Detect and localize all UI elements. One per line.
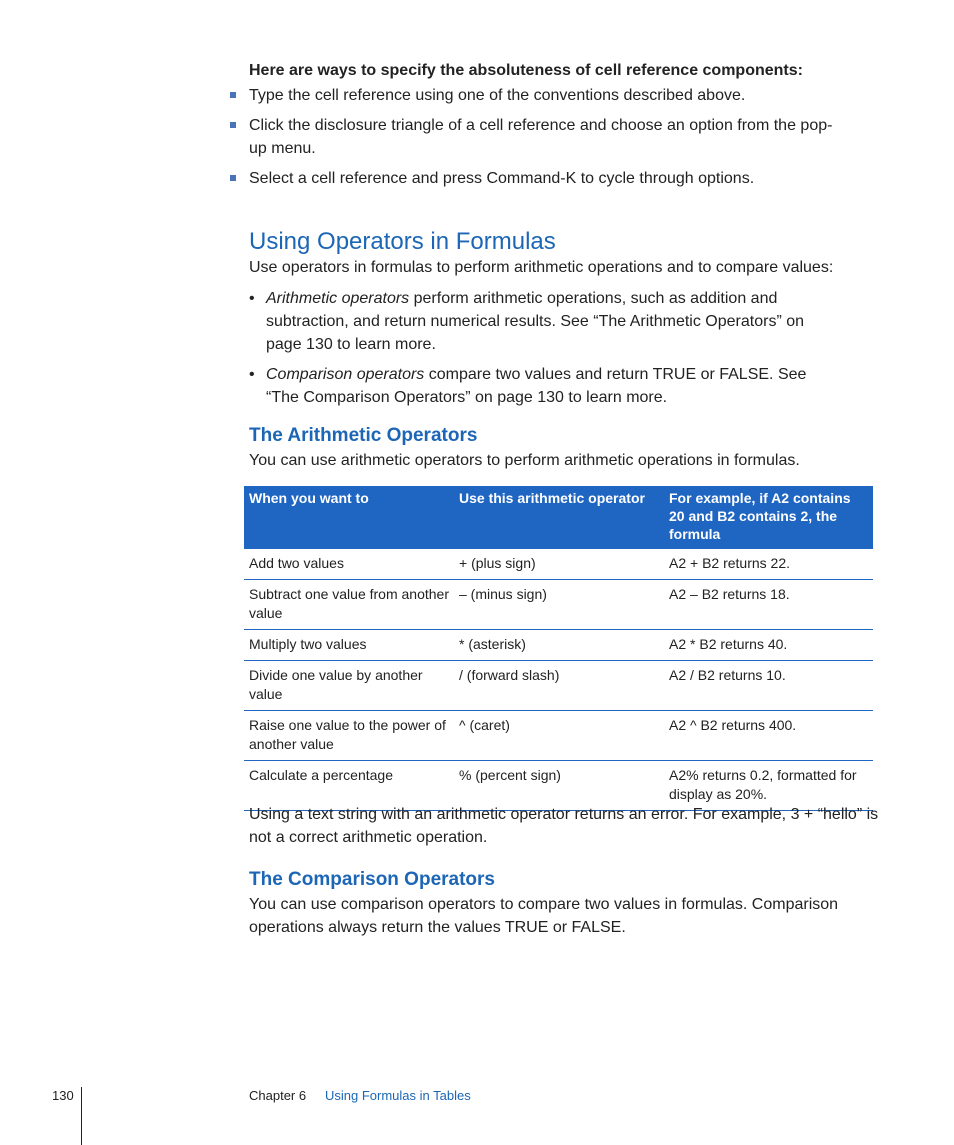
list-item-text: perform arithmetic operations, such as addition and subtraction, and return numerical results. See “The Arithmetic Operators” on page 130 to learn more. bbox=[266, 290, 805, 353]
table-cell: + (plus sign) bbox=[454, 549, 664, 580]
footer-chapter-title: Using Formulas in Tables bbox=[325, 1088, 471, 1103]
arithmetic-intro: You can use arithmetic operators to perform arithmetic operations in formulas. bbox=[249, 452, 800, 469]
bullet-dot-icon: • bbox=[249, 366, 255, 383]
table-cell: – (minus sign) bbox=[454, 580, 664, 630]
column-header: Use this arithmetic operator bbox=[454, 486, 664, 549]
page-number: 130 bbox=[52, 1088, 74, 1103]
absoluteness-lead: Here are ways to specify the absoluteness of cell reference components: bbox=[249, 62, 803, 79]
list-item bbox=[249, 114, 849, 160]
footer-chapter: Chapter 6 bbox=[249, 1088, 307, 1103]
list-item bbox=[249, 84, 849, 107]
column-header: For example, if A2 contains 20 and B2 contains 2, the formula bbox=[664, 486, 873, 549]
term: Arithmetic operators bbox=[266, 290, 410, 307]
table-row bbox=[244, 711, 873, 761]
list-item-text: Select a cell reference and press Command-K to cycle through options. bbox=[249, 170, 755, 187]
table-row bbox=[244, 549, 873, 580]
table-cell: ^ (caret) bbox=[454, 711, 664, 761]
list-item bbox=[249, 167, 849, 190]
table-cell: A2 / B2 returns 10. bbox=[664, 661, 873, 711]
footer-divider bbox=[81, 1087, 82, 1145]
table-cell: Add two values bbox=[244, 549, 454, 580]
table-cell: % (percent sign) bbox=[454, 761, 664, 811]
bullet-dot-icon: • bbox=[249, 290, 255, 307]
table-row bbox=[244, 661, 873, 711]
table-cell: A2 + B2 returns 22. bbox=[664, 549, 873, 580]
table-cell: A2 * B2 returns 40. bbox=[664, 630, 873, 661]
table-cell: Divide one value by another value bbox=[244, 661, 454, 711]
table-cell: A2% returns 0.2, formatted for display as 20%. bbox=[664, 761, 873, 811]
square-bullet-icon bbox=[230, 92, 236, 98]
table-header-row bbox=[244, 486, 873, 549]
table-cell: A2 ^ B2 returns 400. bbox=[664, 711, 873, 761]
arithmetic-note: Using a text string with an arithmetic operator returns an error. For example, 3 + “hello” is not a correct arithmetic operation. bbox=[249, 806, 879, 846]
square-bullet-icon bbox=[230, 175, 236, 181]
term: Comparison operators bbox=[266, 366, 425, 383]
table-cell: Subtract one value from another value bbox=[244, 580, 454, 630]
table-cell: / (forward slash) bbox=[454, 661, 664, 711]
column-header: When you want to bbox=[244, 486, 454, 549]
list-item-text: compare two values and return TRUE or FALSE. See “The Comparison Operators” on page 130 to learn more. bbox=[266, 366, 807, 406]
list-item-text: Type the cell reference using one of the conventions described above. bbox=[249, 87, 746, 104]
section-title: Using Operators in Formulas bbox=[249, 228, 556, 255]
section-intro: Use operators in formulas to perform arithmetic operations and to compare values: bbox=[249, 259, 834, 276]
comparison-heading: The Comparison Operators bbox=[249, 869, 495, 890]
absoluteness-list bbox=[249, 84, 849, 197]
table-cell: Multiply two values bbox=[244, 630, 454, 661]
list-item bbox=[249, 363, 829, 409]
list-item-text: Click the disclosure triangle of a cell reference and choose an option from the pop-up menu. bbox=[249, 117, 833, 157]
table-cell: * (asterisk) bbox=[454, 630, 664, 661]
table-cell: Raise one value to the power of another value bbox=[244, 711, 454, 761]
square-bullet-icon bbox=[230, 122, 236, 128]
table-cell: Calculate a percentage bbox=[244, 761, 454, 811]
table-row bbox=[244, 580, 873, 630]
list-item bbox=[249, 287, 829, 356]
arithmetic-heading: The Arithmetic Operators bbox=[249, 425, 478, 446]
arithmetic-operators-table bbox=[244, 486, 873, 811]
table-row bbox=[244, 630, 873, 661]
comparison-intro: You can use comparison operators to compare two values in formulas. Comparison operations always return the values TRUE or FALSE. bbox=[249, 896, 839, 936]
table-cell: A2 – B2 returns 18. bbox=[664, 580, 873, 630]
operator-types-list bbox=[249, 287, 829, 416]
